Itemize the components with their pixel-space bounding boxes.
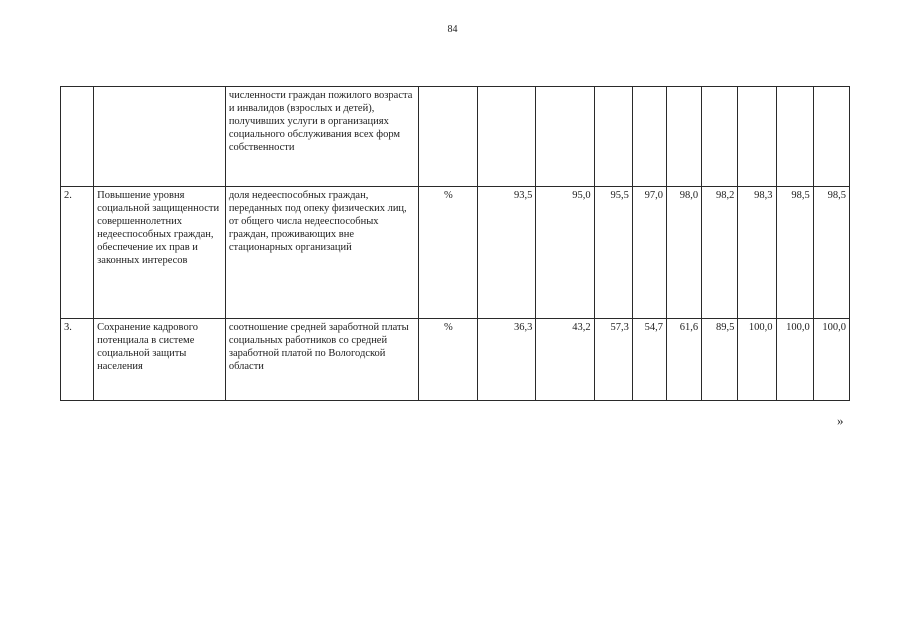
value-cell bbox=[776, 87, 813, 187]
value-cell: 54,7 bbox=[632, 319, 666, 401]
row-index-cell: 3. bbox=[61, 319, 94, 401]
value-cell: 100,0 bbox=[776, 319, 813, 401]
value-cell: 98,5 bbox=[813, 187, 849, 319]
value-cell: 61,6 bbox=[667, 319, 702, 401]
indicator-cell: соотношение средней заработной платы социальных работников со средней заработной платой по Вологодской области bbox=[225, 319, 418, 401]
table-row bbox=[61, 87, 850, 187]
value-cell bbox=[594, 87, 632, 187]
row-index-cell bbox=[61, 87, 94, 187]
task-cell: Сохранение кадрового потенциала в системе социальной защиты населения bbox=[94, 319, 226, 401]
unit-cell bbox=[418, 87, 477, 187]
task-cell bbox=[94, 87, 226, 187]
indicators-table bbox=[60, 86, 850, 401]
value-cell: 43,2 bbox=[536, 319, 594, 401]
value-cell bbox=[667, 87, 702, 187]
indicator-cell: численности граждан пожилого возраста и инвалидов (взрослых и детей), получивших услуги в организациях социального обслуживания всех форм собственности bbox=[225, 87, 418, 187]
value-cell: 95,0 bbox=[536, 187, 594, 319]
value-cell bbox=[632, 87, 666, 187]
closing-quote-mark: » bbox=[837, 413, 844, 428]
value-cell bbox=[738, 87, 776, 187]
value-cell: 36,3 bbox=[478, 319, 536, 401]
indicator-cell: доля недееспособных граждан, переданных под опеку физических лиц, от общего числа недееспособных граждан, проживающих вне стационарных организаций bbox=[225, 187, 418, 319]
value-cell bbox=[536, 87, 594, 187]
value-cell: 98,5 bbox=[776, 187, 813, 319]
value-cell: 89,5 bbox=[702, 319, 738, 401]
value-cell: 100,0 bbox=[813, 319, 849, 401]
unit-cell: % bbox=[418, 187, 477, 319]
unit-cell: % bbox=[418, 319, 477, 401]
row-index-cell: 2. bbox=[61, 187, 94, 319]
value-cell: 98,0 bbox=[667, 187, 702, 319]
value-cell: 95,5 bbox=[594, 187, 632, 319]
value-cell: 98,3 bbox=[738, 187, 776, 319]
value-cell: 98,2 bbox=[702, 187, 738, 319]
value-cell bbox=[702, 87, 738, 187]
page-number: 84 bbox=[447, 24, 458, 35]
table-row bbox=[61, 319, 850, 401]
value-cell: 93,5 bbox=[478, 187, 536, 319]
value-cell bbox=[478, 87, 536, 187]
task-cell: Повышение уровня социальной защищенности совершеннолетних недееспособных граждан, обеспечение их прав и законных интересов bbox=[94, 187, 226, 319]
value-cell bbox=[813, 87, 849, 187]
table-row bbox=[61, 187, 850, 319]
value-cell: 100,0 bbox=[738, 319, 776, 401]
value-cell: 57,3 bbox=[594, 319, 632, 401]
value-cell: 97,0 bbox=[632, 187, 666, 319]
